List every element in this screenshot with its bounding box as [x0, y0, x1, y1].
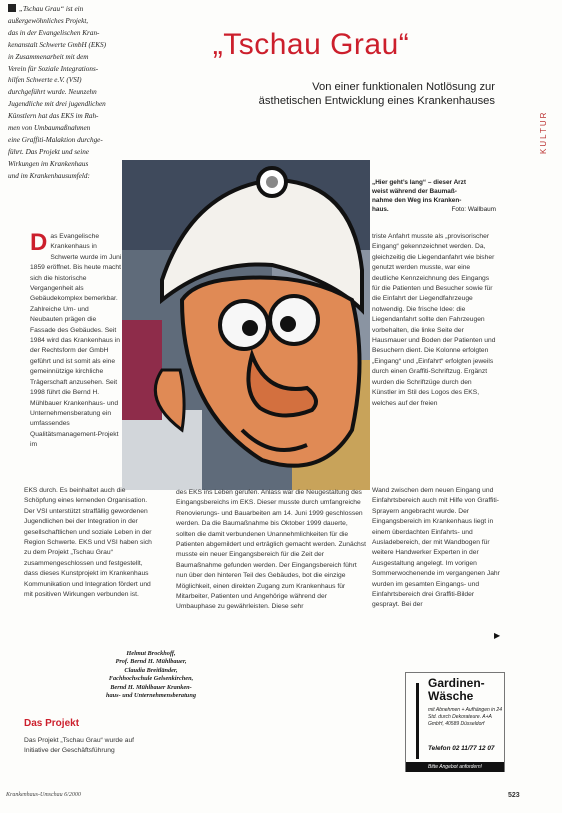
image-caption	[372, 178, 496, 214]
continue-arrow-icon: ▶	[494, 631, 501, 640]
subtitle-line: ästhetischen Entwicklung eines Krankenhauses	[258, 95, 495, 107]
teaser-line: außergewöhnliches Projekt,	[8, 16, 89, 25]
photo-credit: Foto: Wallbaum	[451, 206, 496, 213]
teaser-line: und im Krankenhausumfeld:	[8, 171, 90, 180]
teaser-line: „Tschau Grau“ ist ein	[19, 5, 84, 13]
ad-title-line: Gardinen-	[428, 676, 485, 690]
body-column-right-bottom	[372, 486, 500, 611]
caption-line: weist während der Baumaß-	[372, 188, 457, 195]
ad-title	[428, 677, 485, 703]
author-line: Fachhochschule Gelsenkirchen,	[108, 675, 194, 683]
square-bullet-icon	[8, 4, 16, 12]
body-text: triste Anfahrt musste als „provisorischer Eingang“ gekennzeichnet werden. Da, gleichzeitig die Liegendanfahrt wie bisher genutzt werden musste, war eine deutliche Kennzeichnung des Eingangs für die Patienten und Besucher sowie für die Einfahrt der Liegendfahrzeuge notwendig. Die frische Idee: die Liegendanfahrt sollte den Fahrzeugen vorbehalten, die linke Seite der Hausmauer und Boden der Patienten und Besuchern dient. Die Kolonne erfolgten „Eingang“ und „Einfahrt“ erfolgten jeweils durch einen Graffiti-Schriftzug. Ergänzt wurden die Schriftzüge durch den Künstler im Stil des Logos des EKS, welches auf der freien	[372, 233, 496, 407]
body-column-projekt	[24, 736, 156, 757]
teaser-line: in Zusammenarbeit mit dem	[8, 52, 89, 61]
author-line: Helmut Brockhoff,	[126, 650, 176, 657]
body-text: EKS durch. Es beinhaltet auch die Schöpfung eines lernenden Organisation. Der VSI unterstützt straffällig gewordenen Jugendlichen bei der Integration in der gesellschaftlichen und soziale Leben in der Region Schwerte. EKS und VSI haben sich zu dem Projekt „Tschau Grau“ zusammengeschlossen und festgestellt, dass dieses Kunstprojekt im Krankenhaus Kommunikation und Integration fördert und mit positiven Wirkungen verbunden ist.	[24, 487, 152, 599]
caption-line: nahme den Weg ins Kranken-	[372, 197, 462, 204]
teaser-line: führt. Das Projekt und seine	[8, 147, 89, 156]
author-line: Bernd H. Mühlbauer Kranken-	[110, 683, 192, 691]
footer-publication: Krankenhaus-Umschau 6/2000	[6, 792, 81, 798]
teaser-line: durchgeführt wurde. Neunzehn	[8, 88, 97, 97]
caption-lead: „Hier geht’s lang“ – dieser Arzt	[372, 179, 466, 186]
article-subtitle	[220, 80, 495, 108]
section-heading-projekt: Das Projekt	[24, 718, 80, 729]
teaser-line: Wirkungen im Krankenhaus	[8, 159, 89, 168]
teaser-line: hilfen Schwerte e.V. (VSI)	[8, 76, 82, 85]
author-signature	[96, 650, 206, 700]
section-tag: KULTUR	[539, 110, 548, 154]
body-column-right-top	[372, 232, 496, 409]
ad-accent-bar	[416, 683, 419, 759]
ad-title-line: Wäsche	[428, 689, 474, 703]
caption-line: haus.	[372, 206, 389, 213]
body-text: as Evangelische Krankenhaus in Schwerte wurde im Juni 1859 eröffnet. Bis heute macht sich die historische Vergangenheit als Gebäudekomplex bemerkbar. Zahlreiche Um- und Neubauten prägen die Fassade des Gebäudes. Seit 1984 wird das Krankenhaus in der Rechtsform der GmbH geführt und ist somit als eine gemeinnützige kirchliche Trägerschaft anzusehen. Seit 1998 führt die Bernd H. Mühlbauer Krankenhaus- und Unternehmensberatung ein umfassendes Qualitätsmanagement-Projekt im	[30, 233, 122, 449]
ad-phone: Telefon 02 11/77 12 07	[428, 745, 495, 752]
teaser-line: Verein für Soziale Integrations-	[8, 64, 99, 73]
teaser-line: men von Umbaumaßnahmen	[8, 124, 91, 133]
author-line: haus- und Unternehmensberatung	[106, 692, 196, 700]
advertisement	[405, 672, 505, 772]
body-text: des EKS ins Leben gerufen. Anlass war die Neugestaltung des Eingangsbereichs im EKS. Dieser musste durch umfangreiche Renovierungs- und Bauarbeiten am 14. Juni 1999 geschlossen werden. Da die Baumaßnahme bis Oktober 1999 dauerte, sollten die damit verbundenen Unannehmlichkeiten für die Patienten abgemildert und erträglich gemacht werden. Zunächst musste ein neuer Eingangsbereich für die Zeit der Baumaßnahme gefunden werden. Der Eingangsbereich führt nun über den hinteren Teil des Gebäudes, bot die einzige Möglichkeit, einen direkten Zugang zum Krankenhaus für Mitarbeiter, Patienten und Angehörige während der Umbauphase zu gewährleisten. Diese sehr	[176, 489, 366, 611]
ad-text: mit Abnehmen + Aufhängen in 24 Std. durch Dekorateure. A+A GmbH, 40589 Düsseldorf	[428, 707, 502, 727]
teaser-line: eine Graffiti-Malaktion durchge-	[8, 135, 103, 144]
page-number: 523	[508, 792, 520, 799]
drop-cap: D	[30, 229, 48, 256]
body-column-left-top	[30, 229, 122, 451]
body-column-left-bottom	[24, 486, 156, 600]
author-line: Claudia Breitländer,	[124, 666, 178, 674]
author-line: Prof. Bernd H. Mühlbauer,	[115, 658, 187, 666]
body-column-middle	[176, 488, 366, 613]
body-text: Wand zwischen dem neuen Eingang und Einfahrtsbereich auch mit Hilfe von Graffiti-Sprayern angebracht wurde. Der Eingangsbereich im Krankenhaus liegt in einem überdachten Einfahrts- und Ausladebereich, der mit Wandbogen für weitere Handwerker Experten in der Ausgestaltung angelegt. Im vorigen Sommerwochenende im vergangenen Jahr wurden im gesamten Eingangs- und Einfahrtsbereich drei Graffiti-Bilder gesprayt. Bei der	[372, 487, 500, 609]
article-title: „Tschau Grau“	[212, 28, 410, 61]
teaser-line: Jugendliche mit drei jugendlichen	[8, 100, 106, 109]
graffiti-doctor-illustration	[122, 160, 370, 490]
teaser-line: Künstlern hat das EKS im Rah-	[8, 112, 99, 121]
teaser-line: das in der Evangelischen Kran-	[8, 28, 100, 37]
teaser-text	[8, 4, 166, 183]
subtitle-line: Von einer funktionalen Notlösung zur	[312, 81, 495, 93]
teaser-line: kenanstalt Schwerte GmbH (EKS)	[8, 40, 107, 49]
body-text: Das Projekt „Tschau Grau“ wurde auf Initiative der Geschäftsführung	[24, 737, 135, 755]
ad-footer: Bitte Angebot anfordern!	[406, 762, 504, 772]
